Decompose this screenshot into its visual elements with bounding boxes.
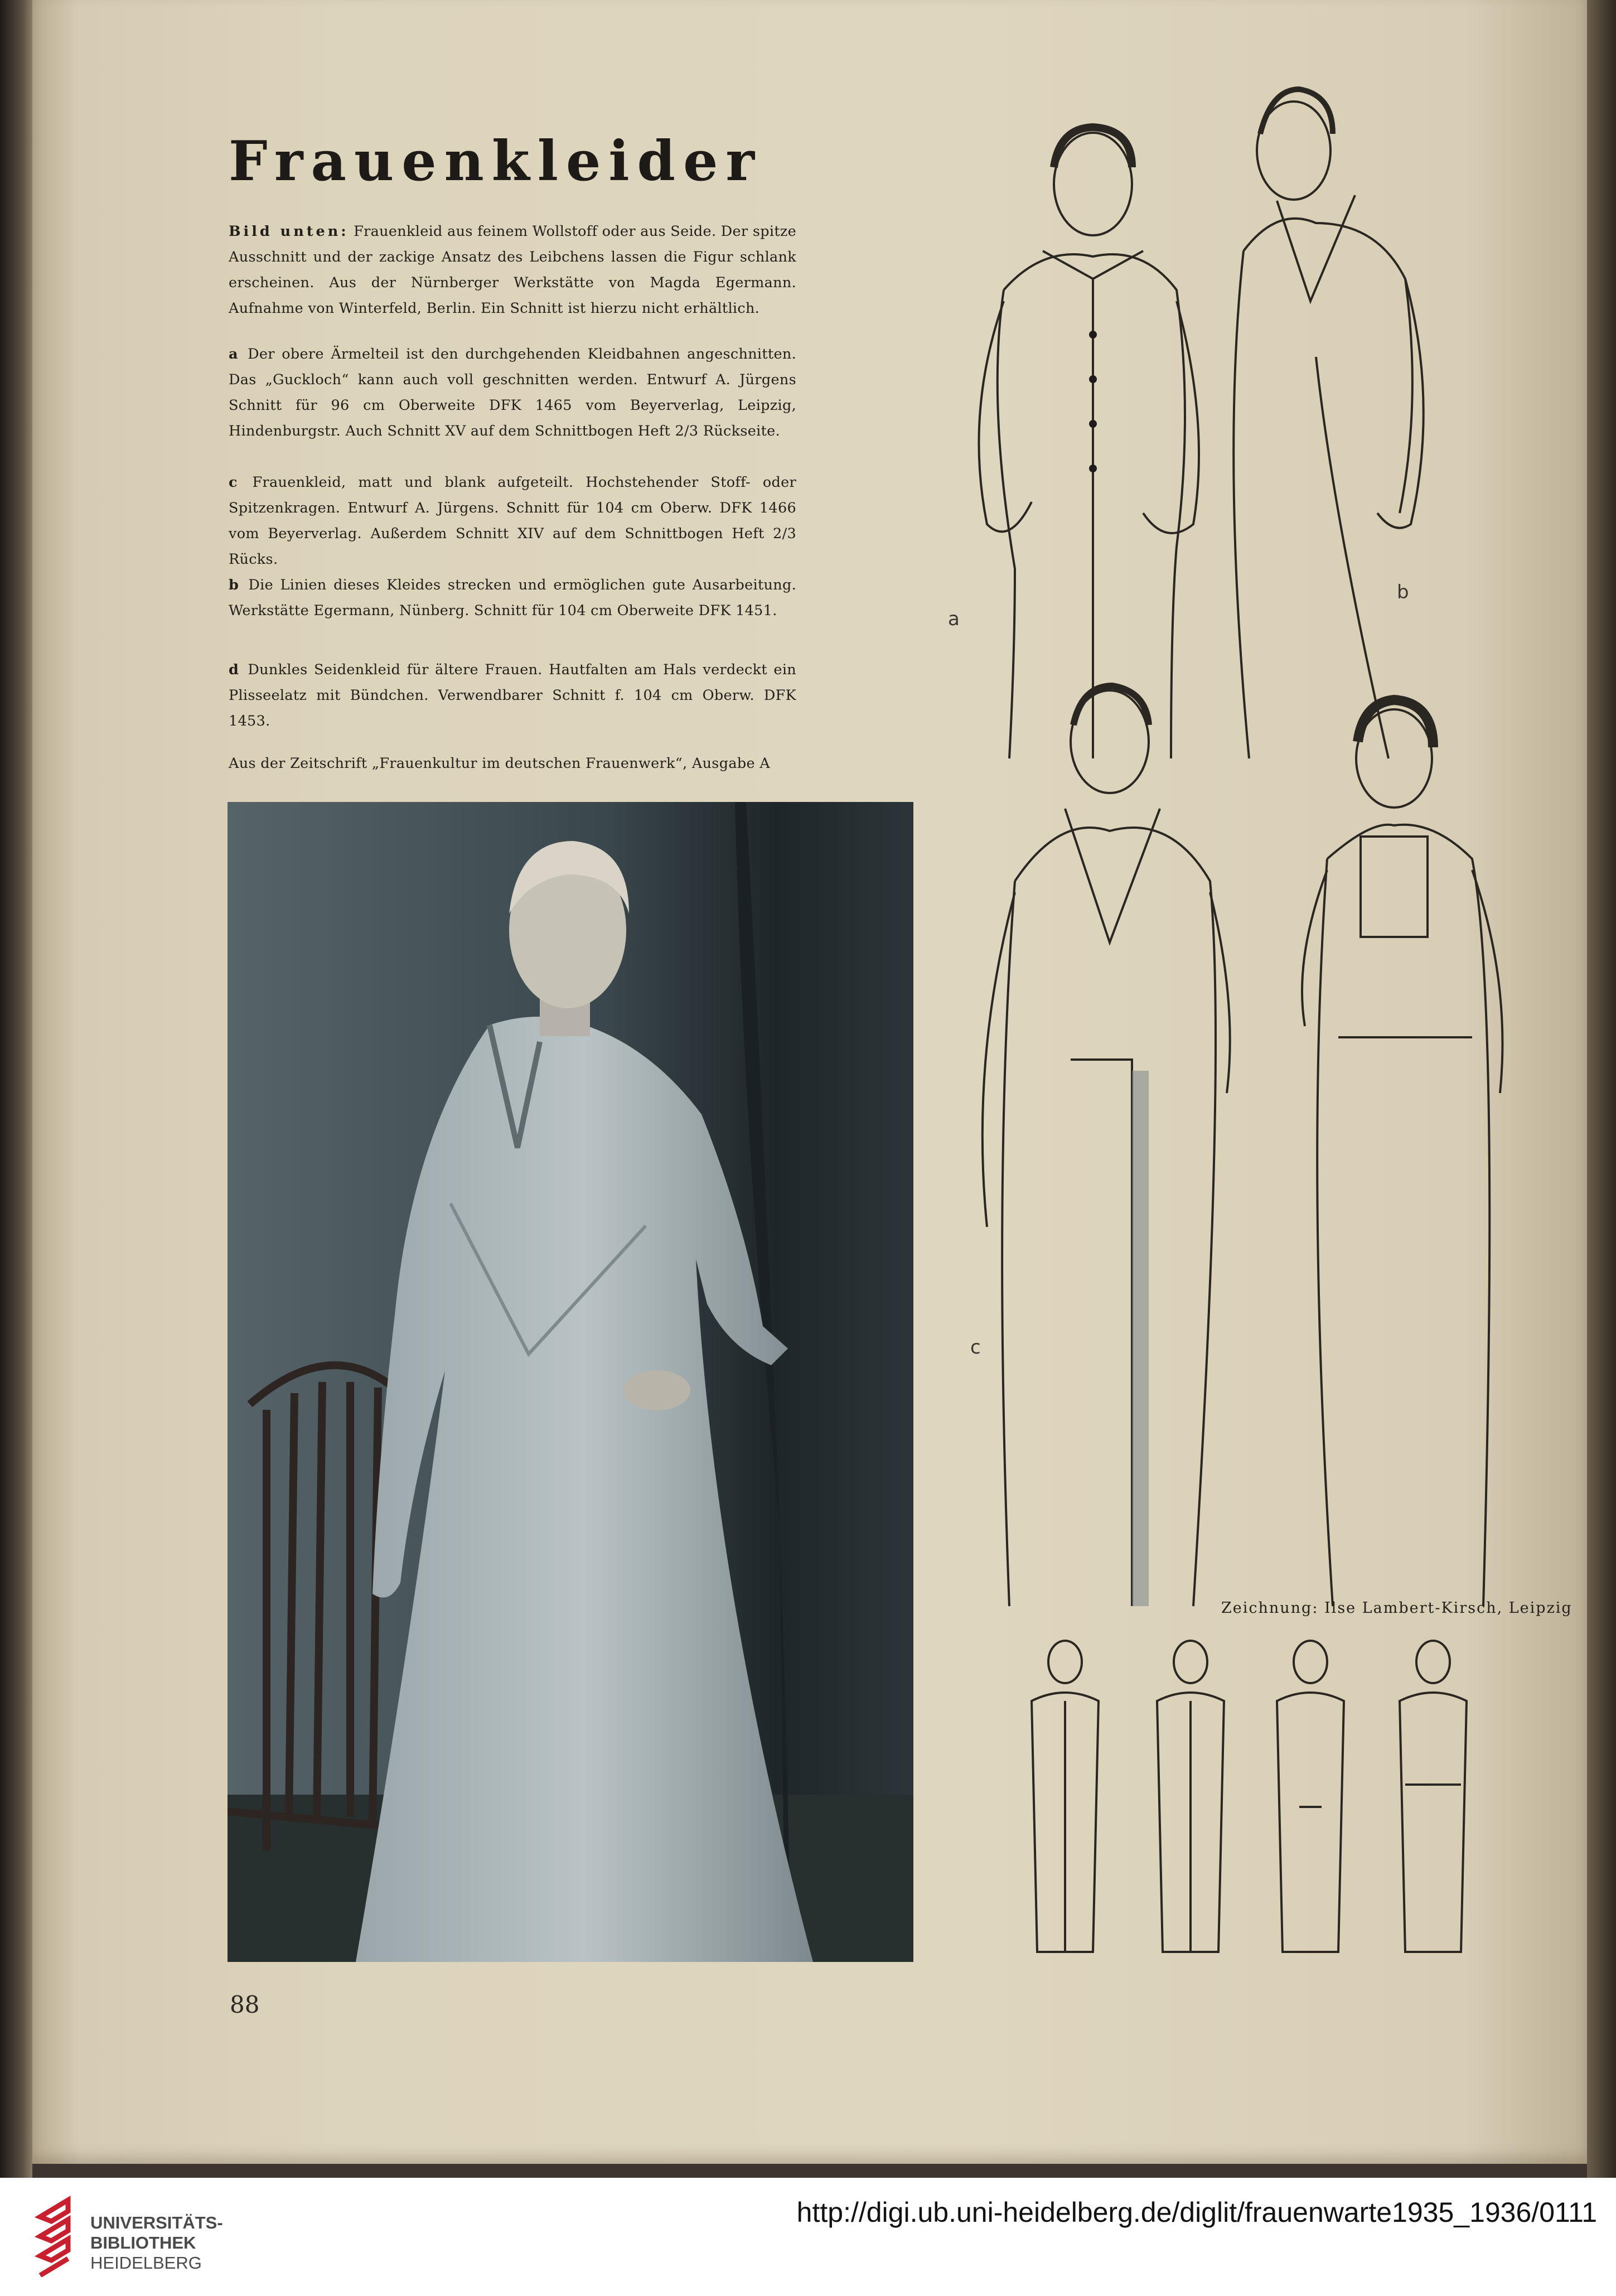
caption-lead: d <box>229 661 241 678</box>
fashion-sketch-cd <box>948 669 1573 1617</box>
source-line: Aus der Zeitschrift „Frauenkultur im deutschen Frauenwerk“, Ausgabe A <box>229 755 770 772</box>
caption-lead: Bild unten: <box>229 223 349 240</box>
caption-text: Frauenkleid aus feinem Wollstoff oder aus Seide. Der spitze Ausschnitt und der zackige Ansatz des Leibchens lassen die Figur schlank erscheinen. Aus der Nürnberger Werkstätte von Magda Egermann. Aufnahme von Winterfeld, Berlin. Ein Schnitt ist hierzu nicht erhältlich. <box>229 223 797 317</box>
book-right-edge <box>1587 0 1616 2178</box>
logo-text-line2: BIBLIOTHEK <box>90 2233 196 2253</box>
back-view-1 <box>1032 1641 1099 1952</box>
caption-a <box>229 341 796 444</box>
caption-d <box>229 657 796 734</box>
photo-illustration <box>228 802 913 1962</box>
university-library-logo-icon <box>35 2195 85 2277</box>
logo-text-line3: HEIDELBERG <box>90 2253 202 2273</box>
illustration-credit: Zeichnung: Ilse Lambert-Kirsch, Leipzig <box>1221 1599 1573 1617</box>
figure-label-a: a <box>948 608 960 630</box>
caption-c <box>229 470 796 572</box>
caption-main <box>229 219 796 321</box>
back-view-3 <box>1277 1641 1344 1952</box>
caption-text: Dunkles Seidenkleid für ältere Frauen. Hautfalten am Hals verdeckt ein Plisseelatz mit Bündchen. Verwendbarer Schnitt f. 104 cm Oberw. DFK 1453. <box>229 661 796 729</box>
caption-b <box>229 572 796 623</box>
caption-text: Die Linien dieses Kleides strecken und ermöglichen gute Ausarbeitung. Werkstätte Egermann, Nünberg. Schnitt für 104 cm Oberweite DFK 1451. <box>229 577 796 619</box>
caption-lead: a <box>229 346 241 362</box>
figure-label-c: c <box>970 1336 981 1359</box>
caption-lead: c <box>229 474 240 491</box>
panel-shading <box>1132 1071 1149 1606</box>
caption-text: Der obere Ärmelteil ist den durchgehenden Kleidbahnen angeschnitten. Das „Guckloch“ kann auch voll geschnitten werden. Entwurf A. Jürgens Schnitt für 96 cm Oberweite DFK 1465 vom Beyerverlag, Leipzig, Hindenburgstr. Auch Schnitt XV auf dem Schnittbogen Heft 2/3 Rückseite. <box>229 346 796 439</box>
footer-bar <box>0 2178 1616 2296</box>
back-view-sketches <box>1004 1640 1494 1963</box>
source-url-link[interactable]: http://digi.ub.uni-heidelberg.de/diglit/frauenwarte1935_1936/0111 <box>796 2197 1597 2228</box>
figure-label-b: b <box>1397 581 1409 603</box>
page-title: Frauenkleider <box>229 129 763 194</box>
back-view-4 <box>1400 1641 1467 1952</box>
caption-text: Frauenkleid, matt und blank aufgeteilt. Hochstehender Stoff- oder Spitzenkragen. Entwurf A. Jürgens. Schnitt für 104 cm Oberw. DFK 1466 vom Beyerverlag. Außerdem Schnitt XIV auf dem Schnittbogen Heft 2/3 Rücks. <box>229 474 797 568</box>
back-view-2 <box>1157 1641 1224 1952</box>
fashion-photograph <box>228 802 913 1962</box>
caption-lead: b <box>229 577 241 593</box>
page-number: 88 <box>230 1991 260 2018</box>
book-spine-edge <box>0 0 32 2178</box>
logo-text-line1: UNIVERSITÄTS- <box>90 2213 223 2232</box>
